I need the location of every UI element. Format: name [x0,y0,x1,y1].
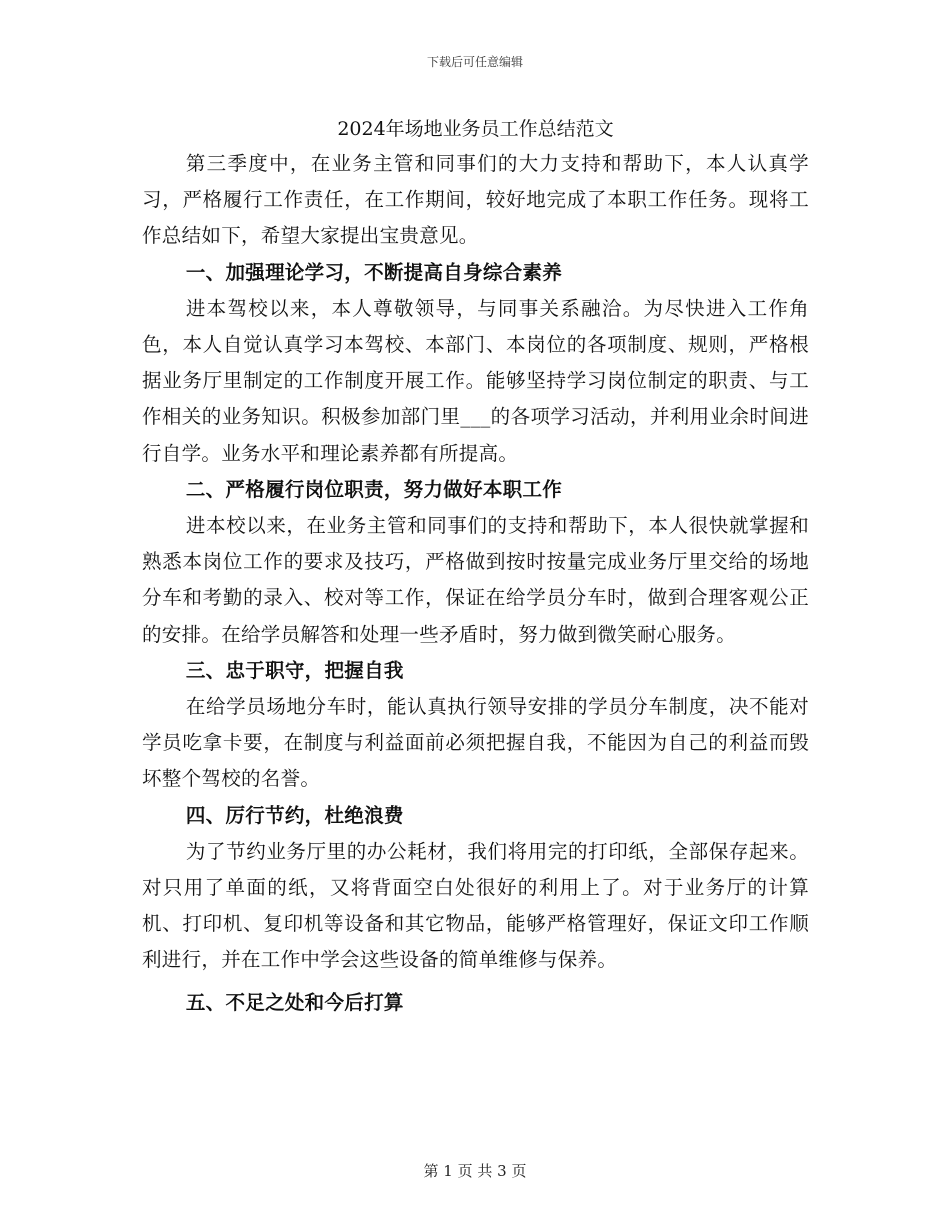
section-heading-3: 三、忠于职守，把握自我 [185,658,404,682]
document-body [142,112,809,1021]
section-heading-1: 一、加强理论学习，不断提高自身综合素养 [185,260,563,284]
section-body-1: 进本驾校以来，本人尊敬领导，与同事关系融洽。为尽快进入工作角色，本人自觉认真学习本驾校、本部门、本岗位的各项制度、规则，严格根据业务厅里制定的工作制度开展工作。能够坚持学习岗位制定的职责、与工作相关的业务知识。积极参加部门里___的各项学习活动，并利用业余时间进行自学。业务水平和理论素养都有所提高。 [142,296,809,465]
section-heading-5: 五、不足之处和今后打算 [185,990,404,1014]
section-heading-4: 四、厉行节约，杜绝浪费 [185,803,404,827]
section-heading-2: 二、严格履行岗位职责，努力做好本职工作 [185,477,563,501]
section-body-4: 为了节约业务厅里的办公耗材，我们将用完的打印纸，全部保存起来。对只用了单面的纸，又将背面空白处很好的利用上了。对于业务厅的计算机、打印机、复印机等设备和其它物品，能够严格管理好，保证文印工作顺利进行，并在工作中学会这些设备的简单维修与保养。 [142,839,809,972]
page-header-note: 下载后可任意编辑 [426,55,523,69]
section-body-2: 进本校以来，在业务主管和同事们的支持和帮助下，本人很快就掌握和熟悉本岗位工作的要求及技巧，严格做到按时按量完成业务厅里交给的场地分车和考勤的录入、校对等工作，保证在给学员分车时，做到合理客观公正的安排。在给学员解答和处理一些矛盾时，努力做到微笑耐心服务。 [142,514,809,646]
page-number-footer: 第 1 页 共 3 页 [423,1162,527,1180]
section-body-3: 在给学员场地分车时，能认真执行领导安排的学员分车制度，决不能对学员吃拿卡要，在制度与利益面前必须把握自我，不能因为自己的利益而毁坏整个驾校的名誉。 [142,695,809,791]
intro-paragraph: 第三季度中，在业务主管和同事们的大力支持和帮助下，本人认真学习，严格履行工作责任，在工作期间，较好地完成了本职工作任务。现将工作总结如下，希望大家提出宝贵意见。 [142,152,809,248]
document-title: 2024年场地业务员工作总结范文 [337,118,614,140]
